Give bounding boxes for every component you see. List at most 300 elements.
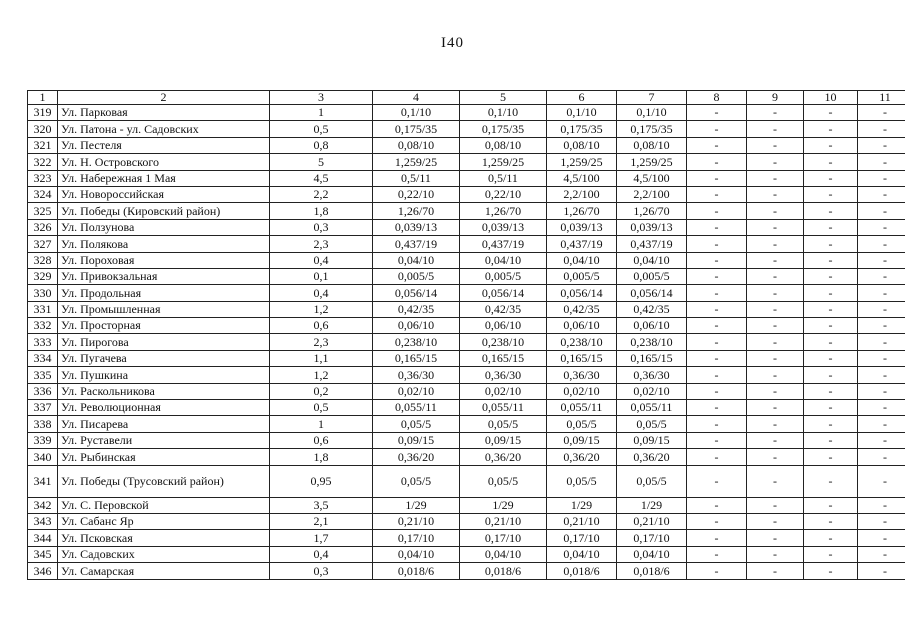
col4-value: 0,22/10 [373,186,460,202]
col11-value: - [858,563,905,579]
row-number: 320 [28,121,58,137]
table-body [28,91,905,580]
street-name: Ул. Руставели [58,432,270,448]
table-row [28,383,905,399]
length-value: 0,5 [270,121,373,137]
row-number: 340 [28,449,58,465]
table-row [28,350,905,366]
col11-value: - [858,252,905,268]
row-number: 322 [28,154,58,170]
col6-value: 0,039/13 [547,219,617,235]
col4-value: 0,36/20 [373,449,460,465]
col8-value: - [687,318,747,334]
header-cell-11: 11 [858,91,905,105]
table-row [28,497,905,513]
col9-value: - [747,219,804,235]
col6-value: 0,005/5 [547,268,617,284]
col5-value: 1,259/25 [460,154,547,170]
col9-value: - [747,252,804,268]
col6-value: 0,04/10 [547,546,617,562]
col8-value: - [687,170,747,186]
street-name: Ул. Писарева [58,416,270,432]
col6-value: 0,018/6 [547,563,617,579]
street-name: Ул. Раскольникова [58,383,270,399]
col9-value: - [747,432,804,448]
col4-value: 0,039/13 [373,219,460,235]
length-value: 2,2 [270,186,373,202]
table-row [28,530,905,546]
row-number: 333 [28,334,58,350]
length-value: 1 [270,105,373,121]
col10-value: - [804,301,858,317]
col9-value: - [747,497,804,513]
table-row [28,219,905,235]
col10-value: - [804,105,858,121]
col9-value: - [747,285,804,301]
table-row [28,465,905,497]
col4-value: 0,238/10 [373,334,460,350]
col11-value: - [858,546,905,562]
col5-value: 0,22/10 [460,186,547,202]
col8-value: - [687,252,747,268]
length-value: 0,3 [270,563,373,579]
table-row [28,449,905,465]
length-value: 2,3 [270,334,373,350]
col10-value: - [804,186,858,202]
col10-value: - [804,203,858,219]
col10-value: - [804,449,858,465]
table-row [28,563,905,579]
col6-value: 0,09/15 [547,432,617,448]
col9-value: - [747,105,804,121]
col4-value: 0,09/15 [373,432,460,448]
col7-value: 0,018/6 [617,563,687,579]
row-number: 319 [28,105,58,121]
col6-value: 0,1/10 [547,105,617,121]
row-number: 321 [28,137,58,153]
col7-value: 0,039/13 [617,219,687,235]
col8-value: - [687,367,747,383]
col10-value: - [804,432,858,448]
col7-value: 0,05/5 [617,465,687,497]
row-number: 337 [28,400,58,416]
col10-value: - [804,367,858,383]
data-table [27,90,905,580]
col8-value: - [687,563,747,579]
col11-value: - [858,186,905,202]
col5-value: 0,175/35 [460,121,547,137]
col5-value: 0,06/10 [460,318,547,334]
col11-value: - [858,497,905,513]
row-number: 326 [28,219,58,235]
col9-value: - [747,121,804,137]
row-number: 335 [28,367,58,383]
col7-value: 0,165/15 [617,350,687,366]
row-number: 344 [28,530,58,546]
col8-value: - [687,137,747,153]
col4-value: 0,17/10 [373,530,460,546]
col6-value: 0,04/10 [547,252,617,268]
col8-value: - [687,334,747,350]
col7-value: 0,055/11 [617,400,687,416]
col7-value: 0,06/10 [617,318,687,334]
col5-value: 0,1/10 [460,105,547,121]
col10-value: - [804,350,858,366]
col11-value: - [858,367,905,383]
length-value: 1,8 [270,449,373,465]
col10-value: - [804,383,858,399]
header-cell-2: 2 [58,91,270,105]
header-cell-10: 10 [804,91,858,105]
header-cell-9: 9 [747,91,804,105]
col9-value: - [747,546,804,562]
col9-value: - [747,416,804,432]
col11-value: - [858,513,905,529]
street-name: Ул. Садовских [58,546,270,562]
col7-value: 0,21/10 [617,513,687,529]
row-number: 339 [28,432,58,448]
col8-value: - [687,546,747,562]
table-row [28,121,905,137]
col10-value: - [804,334,858,350]
col4-value: 0,05/5 [373,416,460,432]
length-value: 0,1 [270,268,373,284]
col8-value: - [687,513,747,529]
table-row [28,236,905,252]
col6-value: 0,055/11 [547,400,617,416]
row-number: 331 [28,301,58,317]
header-cell-7: 7 [617,91,687,105]
row-number: 332 [28,318,58,334]
col11-value: - [858,301,905,317]
length-value: 0,95 [270,465,373,497]
col4-value: 0,055/11 [373,400,460,416]
col11-value: - [858,383,905,399]
street-name: Ул. Ползунова [58,219,270,235]
street-name: Ул. Продольная [58,285,270,301]
length-value: 1,2 [270,301,373,317]
col7-value: 0,238/10 [617,334,687,350]
col4-value: 0,018/6 [373,563,460,579]
col5-value: 0,04/10 [460,546,547,562]
row-number: 328 [28,252,58,268]
col8-value: - [687,416,747,432]
street-name: Ул. Сабанс Яр [58,513,270,529]
col11-value: - [858,350,905,366]
length-value: 0,5 [270,400,373,416]
col5-value: 0,04/10 [460,252,547,268]
col8-value: - [687,186,747,202]
col5-value: 0,238/10 [460,334,547,350]
col11-value: - [858,432,905,448]
street-name: Ул. Полякова [58,236,270,252]
col8-value: - [687,400,747,416]
col10-value: - [804,219,858,235]
col4-value: 0,08/10 [373,137,460,153]
col6-value: 0,05/5 [547,465,617,497]
col4-value: 0,1/10 [373,105,460,121]
col11-value: - [858,154,905,170]
street-name: Ул. Пирогова [58,334,270,350]
col6-value: 0,437/19 [547,236,617,252]
col7-value: 0,437/19 [617,236,687,252]
street-name: Ул. Привокзальная [58,268,270,284]
col6-value: 0,42/35 [547,301,617,317]
row-number: 345 [28,546,58,562]
col9-value: - [747,449,804,465]
row-number: 323 [28,170,58,186]
street-name: Ул. С. Перовской [58,497,270,513]
length-value: 1 [270,416,373,432]
col7-value: 0,36/30 [617,367,687,383]
street-name: Ул. Революционная [58,400,270,416]
col11-value: - [858,530,905,546]
col6-value: 1,259/25 [547,154,617,170]
col4-value: 0,05/5 [373,465,460,497]
header-row [28,91,905,105]
col9-value: - [747,383,804,399]
col6-value: 0,238/10 [547,334,617,350]
col8-value: - [687,301,747,317]
col5-value: 0,165/15 [460,350,547,366]
col9-value: - [747,318,804,334]
col10-value: - [804,154,858,170]
street-name: Ул. Промышленная [58,301,270,317]
row-number: 343 [28,513,58,529]
col9-value: - [747,334,804,350]
col10-value: - [804,400,858,416]
col11-value: - [858,400,905,416]
col4-value: 0,437/19 [373,236,460,252]
col7-value: 1,259/25 [617,154,687,170]
col9-value: - [747,513,804,529]
col6-value: 0,21/10 [547,513,617,529]
table-row [28,105,905,121]
col6-value: 0,175/35 [547,121,617,137]
street-name: Ул. Пугачева [58,350,270,366]
col7-value: 0,175/35 [617,121,687,137]
col5-value: 0,05/5 [460,416,547,432]
page-number: I40 [441,35,464,51]
col7-value: 0,056/14 [617,285,687,301]
length-value: 0,4 [270,546,373,562]
col10-value: - [804,563,858,579]
col7-value: 0,005/5 [617,268,687,284]
col9-value: - [747,236,804,252]
col10-value: - [804,268,858,284]
col9-value: - [747,268,804,284]
length-value: 1,7 [270,530,373,546]
row-number: 338 [28,416,58,432]
col11-value: - [858,449,905,465]
col5-value: 0,437/19 [460,236,547,252]
header-cell-5: 5 [460,91,547,105]
col7-value: 0,42/35 [617,301,687,317]
col9-value: - [747,563,804,579]
col10-value: - [804,170,858,186]
table-row [28,334,905,350]
header-cell-6: 6 [547,91,617,105]
col11-value: - [858,203,905,219]
col10-value: - [804,513,858,529]
col9-value: - [747,465,804,497]
street-name: Ул. Набережная 1 Мая [58,170,270,186]
street-name: Ул. Псковская [58,530,270,546]
length-value: 0,3 [270,219,373,235]
col4-value: 0,04/10 [373,252,460,268]
col4-value: 0,42/35 [373,301,460,317]
col7-value: 0,05/5 [617,416,687,432]
col10-value: - [804,318,858,334]
col7-value: 0,04/10 [617,252,687,268]
col9-value: - [747,367,804,383]
table-row [28,416,905,432]
col10-value: - [804,121,858,137]
length-value: 1,2 [270,367,373,383]
col11-value: - [858,121,905,137]
col7-value: 4,5/100 [617,170,687,186]
row-number: 342 [28,497,58,513]
col5-value: 0,36/30 [460,367,547,383]
col8-value: - [687,154,747,170]
col11-value: - [858,285,905,301]
col4-value: 0,165/15 [373,350,460,366]
col4-value: 0,36/30 [373,367,460,383]
street-name: Ул. Победы (Кировский район) [58,203,270,219]
length-value: 0,8 [270,137,373,153]
table-row [28,203,905,219]
table-row [28,513,905,529]
col4-value: 0,175/35 [373,121,460,137]
col6-value: 0,36/30 [547,367,617,383]
street-name: Ул. Просторная [58,318,270,334]
col11-value: - [858,268,905,284]
col8-value: - [687,530,747,546]
col10-value: - [804,546,858,562]
col8-value: - [687,383,747,399]
street-name: Ул. Пороховая [58,252,270,268]
row-number: 341 [28,465,58,497]
col5-value: 0,21/10 [460,513,547,529]
table-row [28,186,905,202]
length-value: 0,4 [270,285,373,301]
col9-value: - [747,301,804,317]
row-number: 336 [28,383,58,399]
header-cell-1: 1 [28,91,58,105]
col6-value: 0,06/10 [547,318,617,334]
col6-value: 2,2/100 [547,186,617,202]
length-value: 2,3 [270,236,373,252]
col4-value: 0,056/14 [373,285,460,301]
col8-value: - [687,497,747,513]
col6-value: 0,17/10 [547,530,617,546]
col11-value: - [858,105,905,121]
row-number: 324 [28,186,58,202]
col8-value: - [687,236,747,252]
col8-value: - [687,449,747,465]
length-value: 4,5 [270,170,373,186]
col5-value: 1,26/70 [460,203,547,219]
col4-value: 1,259/25 [373,154,460,170]
col5-value: 0,08/10 [460,137,547,153]
col11-value: - [858,236,905,252]
street-name: Ул. Патона - ул. Садовских [58,121,270,137]
street-name: Ул. Рыбинская [58,449,270,465]
col7-value: 0,09/15 [617,432,687,448]
col5-value: 0,42/35 [460,301,547,317]
col6-value: 0,165/15 [547,350,617,366]
col10-value: - [804,416,858,432]
header-cell-4: 4 [373,91,460,105]
col8-value: - [687,432,747,448]
table-row [28,268,905,284]
col7-value: 2,2/100 [617,186,687,202]
col11-value: - [858,219,905,235]
row-number: 330 [28,285,58,301]
col6-value: 0,36/20 [547,449,617,465]
col9-value: - [747,203,804,219]
col6-value: 0,02/10 [547,383,617,399]
col5-value: 0,5/11 [460,170,547,186]
length-value: 2,1 [270,513,373,529]
row-number: 334 [28,350,58,366]
col7-value: 1/29 [617,497,687,513]
col9-value: - [747,530,804,546]
col9-value: - [747,170,804,186]
col9-value: - [747,186,804,202]
col8-value: - [687,105,747,121]
length-value: 1,8 [270,203,373,219]
street-name: Ул. Парковая [58,105,270,121]
col5-value: 0,005/5 [460,268,547,284]
table-row [28,546,905,562]
street-name: Ул. Новороссийская [58,186,270,202]
col5-value: 0,17/10 [460,530,547,546]
col5-value: 0,02/10 [460,383,547,399]
col11-value: - [858,137,905,153]
col5-value: 0,05/5 [460,465,547,497]
col11-value: - [858,170,905,186]
table-row [28,301,905,317]
col8-value: - [687,285,747,301]
col4-value: 1/29 [373,497,460,513]
col4-value: 0,02/10 [373,383,460,399]
col6-value: 1/29 [547,497,617,513]
table-row [28,318,905,334]
table-row [28,285,905,301]
col8-value: - [687,268,747,284]
col10-value: - [804,497,858,513]
col10-value: - [804,252,858,268]
col4-value: 0,005/5 [373,268,460,284]
row-number: 329 [28,268,58,284]
col10-value: - [804,137,858,153]
col7-value: 0,02/10 [617,383,687,399]
col5-value: 0,056/14 [460,285,547,301]
street-name: Ул. Победы (Трусовский район) [58,465,270,497]
col7-value: 0,17/10 [617,530,687,546]
col9-value: - [747,137,804,153]
length-value: 0,6 [270,318,373,334]
street-name: Ул. Н. Островского [58,154,270,170]
col4-value: 0,06/10 [373,318,460,334]
col9-value: - [747,350,804,366]
length-value: 0,6 [270,432,373,448]
col6-value: 1,26/70 [547,203,617,219]
length-value: 5 [270,154,373,170]
col10-value: - [804,465,858,497]
col5-value: 0,055/11 [460,400,547,416]
